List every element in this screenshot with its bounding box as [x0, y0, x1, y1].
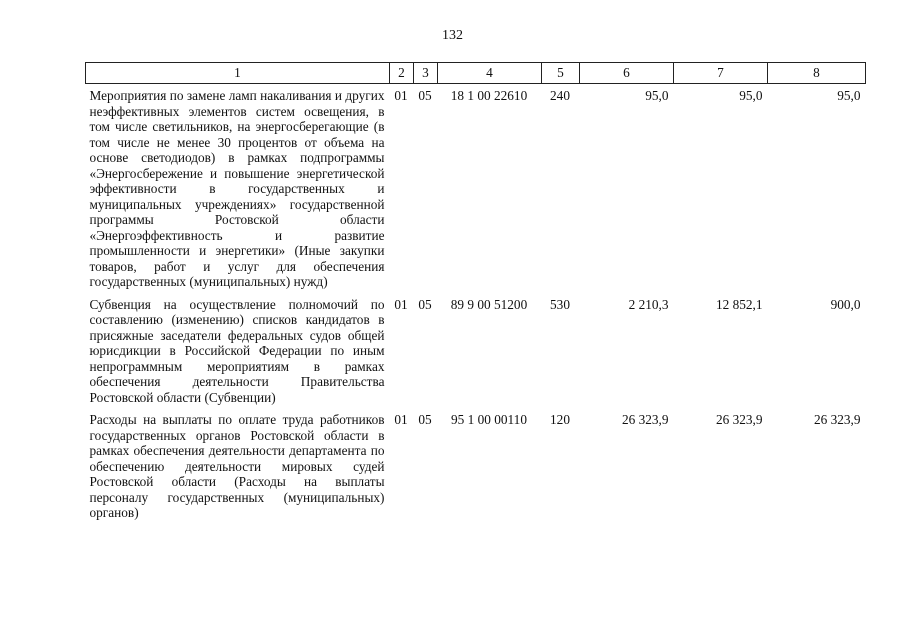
- amount-cell: 2 210,3: [628, 296, 669, 312]
- subsection-code: 05: [418, 296, 432, 312]
- target-article-code: 18 1 00 22610: [450, 88, 528, 103]
- row-description: Расходы на выплаты по оплате труда работников государственных органов Ростовской области в рамках обеспечения деятельности департамента по обеспечению деятельности мировых судей Ростовской области (Расходы на выплаты персоналу государственных (муниципальных) органов): [89, 412, 385, 520]
- amount-cell: 95,0: [645, 88, 669, 103]
- column-header: 7: [674, 63, 768, 84]
- amount-cell: 26 323,9: [813, 412, 861, 427]
- column-header: 1: [86, 63, 390, 84]
- column-header: 8: [768, 63, 866, 84]
- table-row: [86, 293, 866, 409]
- column-header: 2: [390, 63, 414, 84]
- amount-cell: 26 323,9: [715, 412, 763, 427]
- subsection-code: 05: [418, 412, 432, 427]
- page-number: 132: [442, 28, 463, 43]
- header-row: [86, 63, 866, 84]
- section-code: 01: [394, 296, 408, 312]
- amount-cell: 26 323,9: [621, 412, 669, 427]
- budget-table: [85, 62, 866, 524]
- column-header: 4: [438, 63, 542, 84]
- expense-type-code: 120: [550, 412, 570, 427]
- table-row: [86, 84, 866, 293]
- section-code: 01: [394, 88, 408, 103]
- expense-type-code: 240: [550, 88, 570, 103]
- amount-cell: 900,0: [830, 296, 861, 312]
- section-code: 01: [394, 412, 408, 427]
- column-header: 3: [414, 63, 438, 84]
- target-article-code: 89 9 00 51200: [450, 296, 528, 312]
- subsection-code: 05: [418, 88, 432, 103]
- target-article-code: 95 1 00 00110: [451, 412, 527, 427]
- row-description: Мероприятия по замене ламп накаливания и других неэффективных элементов систем освещения, в том числе светильников, на энергосберегающие (в том числе не менее 30 процентов от объема на основе светодиодов) в рамках подпрограммы «Энергосбережение и повышение энергетической эффективности в государственных и муниципальных учреждениях» государственной программы Ростовской области «Энергоэффективность и развитие промышленности и энергетики» (Иные закупки товаров, работ и услуг для обеспечения государственных (муниципальных) нужд): [89, 88, 385, 289]
- expense-type-code: 530: [550, 296, 570, 312]
- column-header: 5: [542, 63, 580, 84]
- amount-cell: 95,0: [739, 88, 763, 103]
- amount-cell: 95,0: [837, 88, 861, 103]
- row-description: Субвенция на осуществление полномочий по составлению (изменению) списков кандидатов в присяжные заседатели федеральных судов общей юрисдикции в Российской Федерации по иным непрограммным мероприятиям в рамках обеспечения деятельности Правительства Ростовской области (Субвенции): [89, 296, 385, 405]
- amount-cell: 12 852,1: [715, 296, 763, 312]
- table-row: [86, 408, 866, 524]
- column-header: 6: [580, 63, 674, 84]
